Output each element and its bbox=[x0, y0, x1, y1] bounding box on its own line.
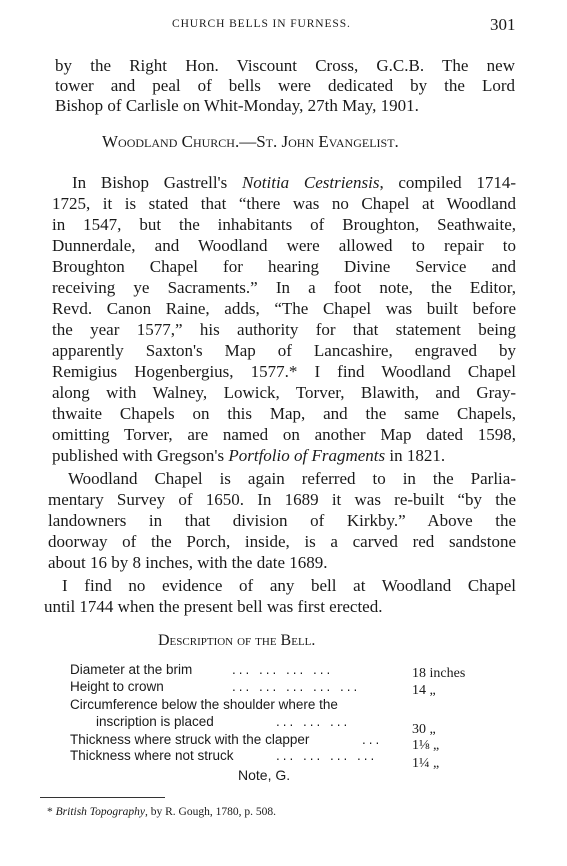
text-run: in 1821. bbox=[385, 446, 446, 465]
spec-value: 30 „ bbox=[412, 722, 436, 737]
spec-row-inscription bbox=[70, 714, 510, 737]
text-line: 1725, it is stated that “there was no Chapel at Woodland bbox=[52, 194, 516, 213]
spec-row-diameter bbox=[70, 662, 510, 680]
text-run: published with Gregson's bbox=[52, 446, 229, 465]
spec-label: Height to crown bbox=[70, 679, 164, 694]
text-line: Broughton Chapel for hearing Divine Service and bbox=[52, 257, 516, 276]
spec-value: 1⅛ „ bbox=[412, 738, 440, 753]
text-line bbox=[72, 172, 516, 194]
text-line: apparently Saxton's Map of Lancashire, engraved by bbox=[52, 341, 516, 360]
leader-dots: ... bbox=[362, 732, 383, 747]
leader-dots: ... ... ... bbox=[276, 714, 351, 729]
text-line: mentary Survey of 1650. In 1689 it was re-built “by the bbox=[48, 490, 516, 509]
text-line: doorway of the Porch, inside, is a carved red sandstone bbox=[48, 532, 516, 551]
footnote-marker: * bbox=[47, 806, 53, 818]
text-line: Bishop of Carlisle on Whit-Monday, 27th May, 1901. bbox=[55, 96, 419, 115]
footnote-citation: , by R. Gough, 1780, p. 508. bbox=[144, 806, 276, 818]
text-line: tower and peal of bells were dedicated by the Lord bbox=[55, 76, 515, 95]
text-line: along with Walney, Lowick, Torver, Blawith, and Gray- bbox=[52, 383, 516, 402]
footnote-rule bbox=[40, 797, 165, 798]
text-line: landowners in that division of Kirkby.” Above the bbox=[48, 511, 516, 530]
text-line: I find no evidence of any bell at Woodland Chapel bbox=[62, 576, 516, 595]
footnote-title: British Topography bbox=[55, 806, 145, 818]
spec-label: Diameter at the brim bbox=[70, 662, 193, 677]
text-line: in 1547, but the inhabitants of Broughton, Seathwaite, bbox=[52, 215, 516, 234]
spec-row-thickness-not-struck bbox=[70, 748, 510, 771]
spec-label: Thickness where struck with the clapper bbox=[70, 732, 310, 747]
text-line: receiving ye Sacraments.” In a foot note, the Editor, bbox=[52, 278, 516, 297]
italic-title: Notitia Cestriensis bbox=[241, 173, 380, 192]
note-text: Note, G. bbox=[238, 767, 291, 783]
text-line: thwaite Chapels on this Map, and the same Chapels, bbox=[52, 404, 516, 423]
text-run: In Bishop Gastrell's bbox=[72, 173, 242, 192]
spec-value: 14 „ bbox=[412, 683, 436, 698]
leader-dots: ... ... ... ... ... bbox=[232, 679, 361, 694]
text-line: the year 1577,” his authority for that statement being bbox=[52, 320, 516, 339]
text-line: until 1744 when the present bell was first erected. bbox=[44, 597, 383, 616]
page-number: 301 bbox=[490, 15, 516, 34]
leader-dots: ... ... ... ... bbox=[276, 748, 378, 763]
text-line: Woodland Chapel is again referred to in the Parlia- bbox=[68, 469, 516, 488]
spec-row-height bbox=[70, 679, 510, 697]
text-line: Revd. Canon Raine, adds, “The Chapel was built before bbox=[52, 299, 516, 318]
spec-label: Circumference below the shoulder where the bbox=[70, 697, 338, 712]
running-head-title: CHURCH BELLS IN FURNESS. bbox=[172, 18, 351, 30]
italic-title: Portfolio of Fragments bbox=[228, 446, 386, 465]
text-line: Dunnerdale, and Woodland were allowed to repair to bbox=[52, 236, 516, 255]
text-line: omitting Torver, are named on another Map dated 1598, bbox=[52, 425, 516, 444]
footnote bbox=[47, 806, 276, 818]
text-line: by the Right Hon. Viscount Cross, G.C.B. The new bbox=[55, 56, 515, 75]
running-head bbox=[0, 14, 567, 38]
text-line bbox=[52, 445, 516, 467]
spec-label: inscription is placed bbox=[96, 714, 214, 729]
spec-value: 1¼ „ bbox=[412, 756, 440, 771]
text-run: , compiled 1714- bbox=[379, 173, 517, 192]
spec-label: Thickness where not struck bbox=[70, 748, 234, 763]
note-line bbox=[238, 767, 358, 785]
text-line: about 16 by 8 inches, with the date 1689. bbox=[48, 553, 328, 572]
spec-row-circumference bbox=[70, 697, 510, 715]
description-heading: Description of the Bell. bbox=[158, 632, 316, 649]
spec-value: 18 inches bbox=[412, 666, 466, 681]
text-line: Remigius Hogenbergius, 1577.* I find Woodland Chapel bbox=[52, 362, 516, 381]
section-heading: Woodland Church.—St. John Evangelist. bbox=[102, 132, 399, 151]
leader-dots: ... ... ... ... bbox=[232, 662, 334, 677]
